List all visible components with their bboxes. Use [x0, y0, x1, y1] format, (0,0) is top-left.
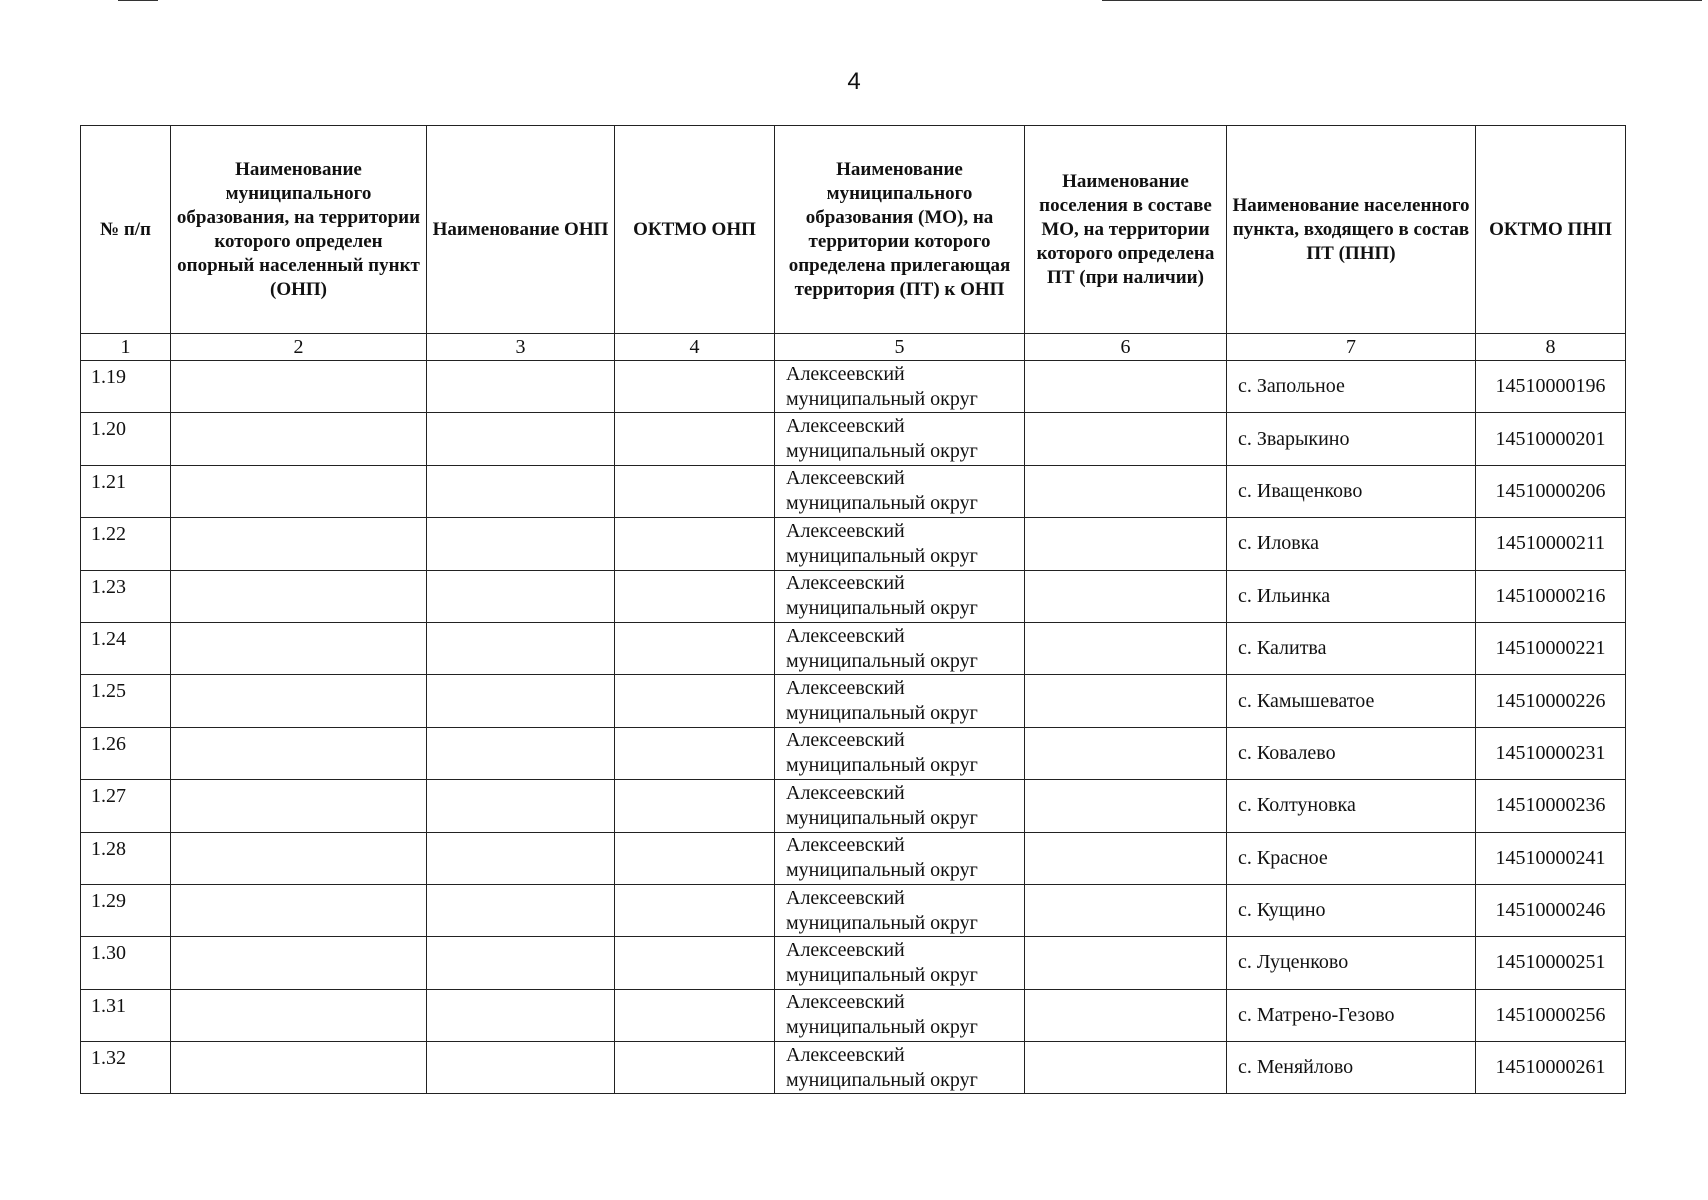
- mo-pt-cell: Алексеевский муниципальный округ: [775, 361, 1025, 413]
- column-number: 2: [171, 334, 427, 361]
- onp-name-cell: [427, 832, 615, 884]
- header-oktmo-onp: ОКТМО ОНП: [615, 126, 775, 334]
- oktmo-onp-cell: [615, 1042, 775, 1094]
- table-row: [81, 361, 1626, 413]
- oktmo-pnp-cell: 14510000246: [1476, 884, 1626, 936]
- header-pnp-name: Наименование населенного пункта, входящего в состав ПТ (ПНП): [1227, 126, 1476, 334]
- onp-name-cell: [427, 622, 615, 674]
- mo-pt-cell: Алексеевский муниципальный округ: [775, 1042, 1025, 1094]
- settlement-cell: [1025, 727, 1227, 779]
- mo-pt-cell: Алексеевский муниципальный округ: [775, 622, 1025, 674]
- mo-onp-cell: [171, 780, 427, 832]
- mo-onp-cell: [171, 989, 427, 1041]
- pnp-name-cell: с. Кущино: [1227, 884, 1476, 936]
- settlement-cell: [1025, 884, 1227, 936]
- column-number: 8: [1476, 334, 1626, 361]
- mo-pt-cell: Алексеевский муниципальный округ: [775, 465, 1025, 517]
- column-number: 4: [615, 334, 775, 361]
- table-row: [81, 622, 1626, 674]
- row-number-cell: 1.32: [81, 1042, 171, 1094]
- mo-onp-cell: [171, 1042, 427, 1094]
- settlement-cell: [1025, 832, 1227, 884]
- column-number: 7: [1227, 334, 1476, 361]
- table-row: [81, 937, 1626, 989]
- column-number: 6: [1025, 334, 1227, 361]
- oktmo-onp-cell: [615, 518, 775, 570]
- pnp-name-cell: с. Меняйлово: [1227, 1042, 1476, 1094]
- pnp-name-cell: с. Ковалево: [1227, 727, 1476, 779]
- header-onp-name: Наименование ОНП: [427, 126, 615, 334]
- mo-onp-cell: [171, 465, 427, 517]
- onp-name-cell: [427, 675, 615, 727]
- mo-pt-cell: Алексеевский муниципальный округ: [775, 570, 1025, 622]
- scan-edge-line: [1102, 0, 1702, 1]
- pnp-name-cell: с. Ильинка: [1227, 570, 1476, 622]
- oktmo-onp-cell: [615, 675, 775, 727]
- settlements-table: [80, 125, 1626, 1094]
- oktmo-onp-cell: [615, 937, 775, 989]
- onp-name-cell: [427, 989, 615, 1041]
- table-row: [81, 884, 1626, 936]
- pnp-name-cell: с. Иловка: [1227, 518, 1476, 570]
- table-header-row: [81, 126, 1626, 334]
- mo-pt-cell: Алексеевский муниципальный округ: [775, 518, 1025, 570]
- oktmo-onp-cell: [615, 780, 775, 832]
- settlement-cell: [1025, 413, 1227, 465]
- pnp-name-cell: с. Колтуновка: [1227, 780, 1476, 832]
- pnp-name-cell: с. Красное: [1227, 832, 1476, 884]
- settlement-cell: [1025, 780, 1227, 832]
- column-number: 3: [427, 334, 615, 361]
- table-row: [81, 413, 1626, 465]
- row-number-cell: 1.19: [81, 361, 171, 413]
- oktmo-pnp-cell: 14510000211: [1476, 518, 1626, 570]
- oktmo-pnp-cell: 14510000236: [1476, 780, 1626, 832]
- mo-pt-cell: Алексеевский муниципальный округ: [775, 832, 1025, 884]
- table-row: [81, 675, 1626, 727]
- page-number: 4: [847, 68, 861, 95]
- mo-pt-cell: Алексеевский муниципальный округ: [775, 675, 1025, 727]
- onp-name-cell: [427, 1042, 615, 1094]
- onp-name-cell: [427, 518, 615, 570]
- settlement-cell: [1025, 518, 1227, 570]
- row-number-cell: 1.30: [81, 937, 171, 989]
- mo-onp-cell: [171, 937, 427, 989]
- table-row: [81, 989, 1626, 1041]
- mo-pt-cell: Алексеевский муниципальный округ: [775, 413, 1025, 465]
- onp-name-cell: [427, 937, 615, 989]
- table-row: [81, 727, 1626, 779]
- oktmo-onp-cell: [615, 413, 775, 465]
- row-number-cell: 1.24: [81, 622, 171, 674]
- row-number-cell: 1.23: [81, 570, 171, 622]
- mo-onp-cell: [171, 361, 427, 413]
- onp-name-cell: [427, 413, 615, 465]
- row-number-cell: 1.22: [81, 518, 171, 570]
- mo-onp-cell: [171, 675, 427, 727]
- oktmo-pnp-cell: 14510000231: [1476, 727, 1626, 779]
- mo-onp-cell: [171, 832, 427, 884]
- oktmo-pnp-cell: 14510000201: [1476, 413, 1626, 465]
- onp-name-cell: [427, 727, 615, 779]
- table-row: [81, 518, 1626, 570]
- oktmo-onp-cell: [615, 622, 775, 674]
- oktmo-onp-cell: [615, 570, 775, 622]
- table-row: [81, 465, 1626, 517]
- table-row: [81, 1042, 1626, 1094]
- pnp-name-cell: с. Зварыкино: [1227, 413, 1476, 465]
- onp-name-cell: [427, 780, 615, 832]
- table-row: [81, 570, 1626, 622]
- header-mo-pt: Наименование муниципального образования (МО), на территории которого определена прилегающая территория (ПТ) к ОНП: [775, 126, 1025, 334]
- row-number-cell: 1.29: [81, 884, 171, 936]
- settlement-cell: [1025, 989, 1227, 1041]
- row-number-cell: 1.26: [81, 727, 171, 779]
- header-oktmo-pnp: ОКТМО ПНП: [1476, 126, 1626, 334]
- oktmo-onp-cell: [615, 884, 775, 936]
- row-number-cell: 1.27: [81, 780, 171, 832]
- pnp-name-cell: с. Матрено-Гезово: [1227, 989, 1476, 1041]
- mo-onp-cell: [171, 622, 427, 674]
- oktmo-pnp-cell: 14510000261: [1476, 1042, 1626, 1094]
- mo-pt-cell: Алексеевский муниципальный округ: [775, 989, 1025, 1041]
- settlement-cell: [1025, 675, 1227, 727]
- pnp-name-cell: с. Камышеватое: [1227, 675, 1476, 727]
- mo-pt-cell: Алексеевский муниципальный округ: [775, 937, 1025, 989]
- mo-onp-cell: [171, 413, 427, 465]
- oktmo-onp-cell: [615, 465, 775, 517]
- settlement-cell: [1025, 937, 1227, 989]
- mo-onp-cell: [171, 570, 427, 622]
- onp-name-cell: [427, 465, 615, 517]
- oktmo-pnp-cell: 14510000206: [1476, 465, 1626, 517]
- oktmo-pnp-cell: 14510000216: [1476, 570, 1626, 622]
- settlement-cell: [1025, 361, 1227, 413]
- oktmo-pnp-cell: 14510000251: [1476, 937, 1626, 989]
- row-number-cell: 1.25: [81, 675, 171, 727]
- settlement-cell: [1025, 622, 1227, 674]
- oktmo-onp-cell: [615, 361, 775, 413]
- row-number-cell: 1.31: [81, 989, 171, 1041]
- oktmo-onp-cell: [615, 989, 775, 1041]
- row-number-cell: 1.21: [81, 465, 171, 517]
- row-number-cell: 1.28: [81, 832, 171, 884]
- row-number-cell: 1.20: [81, 413, 171, 465]
- oktmo-pnp-cell: 14510000221: [1476, 622, 1626, 674]
- oktmo-onp-cell: [615, 832, 775, 884]
- column-number: 1: [81, 334, 171, 361]
- scan-edge-line: [118, 0, 158, 1]
- pnp-name-cell: с. Иващенково: [1227, 465, 1476, 517]
- settlement-cell: [1025, 1042, 1227, 1094]
- header-number: № п/п: [81, 126, 171, 334]
- mo-onp-cell: [171, 727, 427, 779]
- pnp-name-cell: с. Калитва: [1227, 622, 1476, 674]
- header-mo-onp: Наименование муниципального образования, на территории которого определен опорный населенный пункт (ОНП): [171, 126, 427, 334]
- onp-name-cell: [427, 884, 615, 936]
- header-settlement: Наименование поселения в составе МО, на территории которого определена ПТ (при наличии): [1025, 126, 1227, 334]
- settlement-cell: [1025, 570, 1227, 622]
- settlement-cell: [1025, 465, 1227, 517]
- oktmo-pnp-cell: 14510000196: [1476, 361, 1626, 413]
- onp-name-cell: [427, 570, 615, 622]
- oktmo-pnp-cell: 14510000256: [1476, 989, 1626, 1041]
- table-row: [81, 832, 1626, 884]
- mo-onp-cell: [171, 884, 427, 936]
- oktmo-pnp-cell: 14510000226: [1476, 675, 1626, 727]
- oktmo-pnp-cell: 14510000241: [1476, 832, 1626, 884]
- mo-onp-cell: [171, 518, 427, 570]
- oktmo-onp-cell: [615, 727, 775, 779]
- onp-name-cell: [427, 361, 615, 413]
- mo-pt-cell: Алексеевский муниципальный округ: [775, 780, 1025, 832]
- table-row: [81, 780, 1626, 832]
- pnp-name-cell: с. Луценково: [1227, 937, 1476, 989]
- column-number: 5: [775, 334, 1025, 361]
- mo-pt-cell: Алексеевский муниципальный округ: [775, 727, 1025, 779]
- mo-pt-cell: Алексеевский муниципальный округ: [775, 884, 1025, 936]
- pnp-name-cell: с. Запольное: [1227, 361, 1476, 413]
- column-number-row: [81, 334, 1626, 361]
